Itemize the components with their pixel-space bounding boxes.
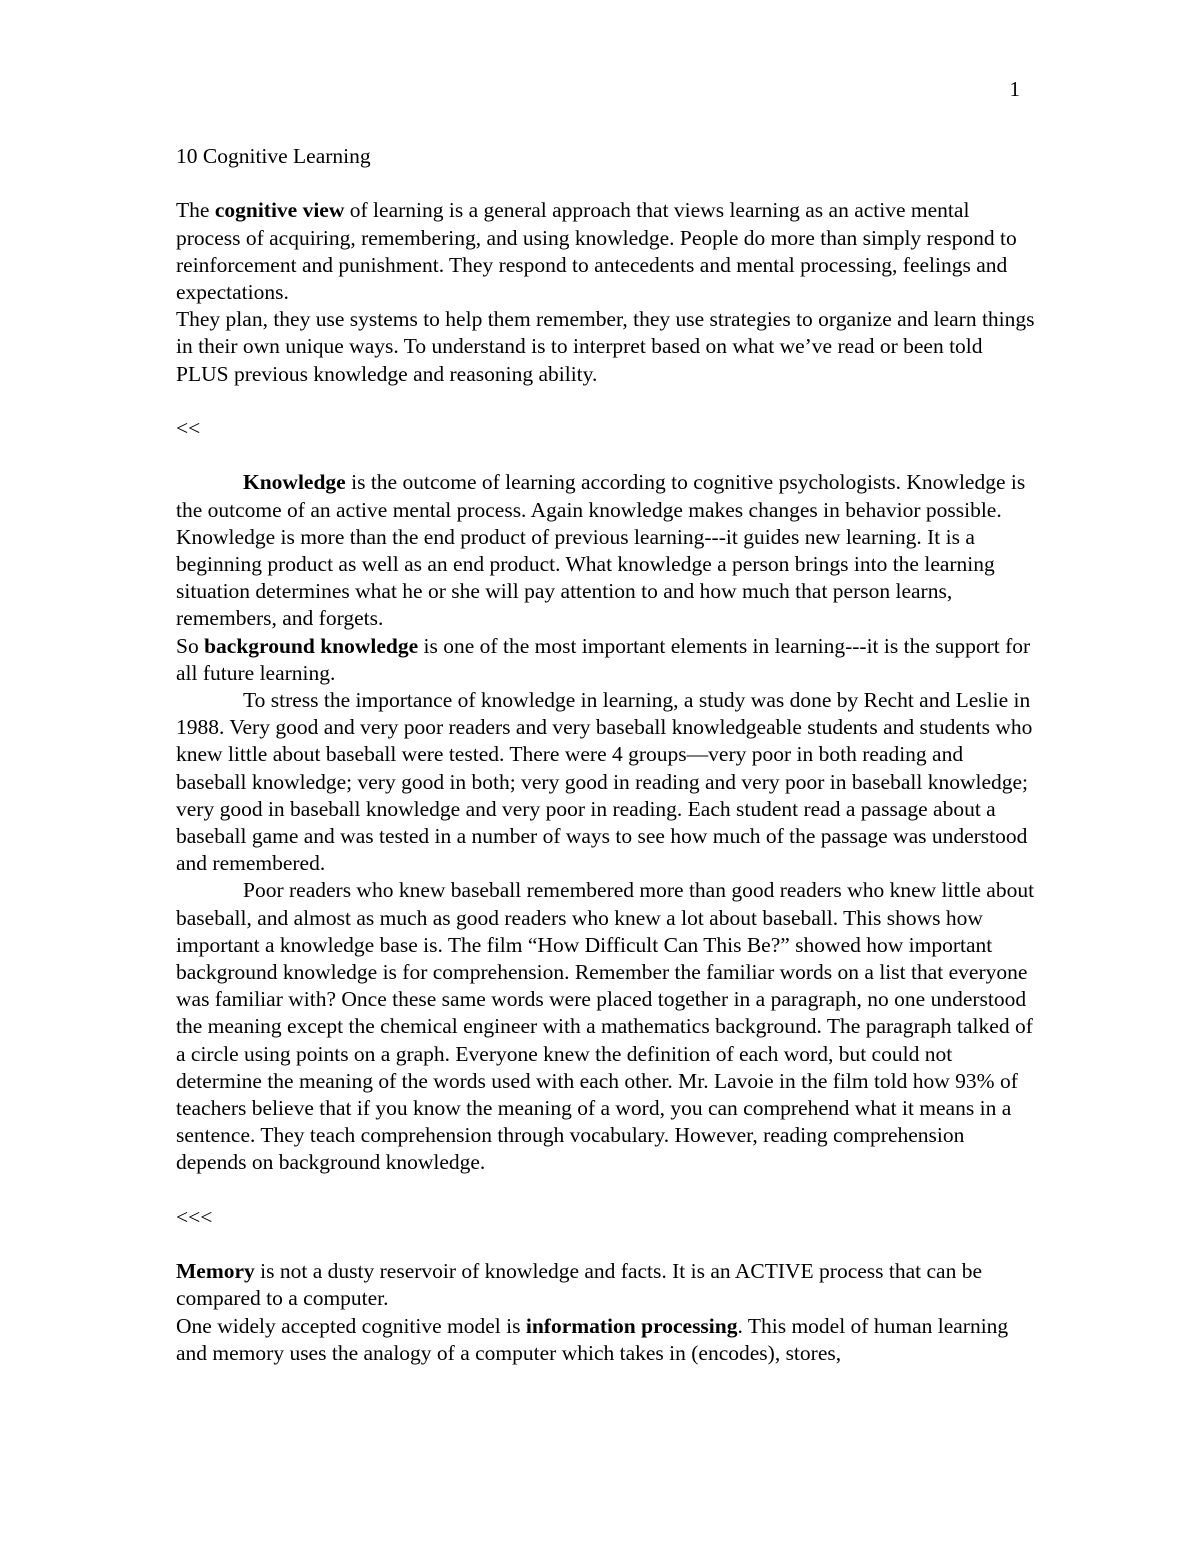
text-lead: One widely accepted cognitive model is (176, 1313, 526, 1338)
section-heading: 10 Cognitive Learning (176, 144, 371, 168)
paragraph-background-knowledge (176, 633, 1036, 687)
section-marker: << (176, 416, 201, 440)
paragraph-memory (176, 1258, 1036, 1312)
page-number: 1 (1009, 77, 1020, 101)
text-lead: So (176, 633, 205, 658)
paragraph-knowledge (176, 469, 1036, 632)
paragraph-study: To stress the importance of knowledge in learning, a study was done by Recht and Leslie in 1988. Very good and very poor readers and very baseball knowledgeable students and students who knew little about baseball were tested. There were 4 groups—very poor in both reading and baseball knowledge; very good in both; very good in reading and very poor in baseball knowledge; very good in baseball knowledge and very poor in reading. Each student read a passage about a baseball game and was tested in a number of ways to see how much of the passage was understood and remembered. (176, 688, 1033, 876)
term-information-processing: information processing (525, 1313, 738, 1338)
section-marker: <<< (176, 1204, 213, 1229)
text-rest: is not a dusty reservoir of knowledge and facts. It is an ACTIVE process that can be compared to a computer. (176, 1259, 983, 1311)
paragraph-results: Poor readers who knew baseball remembered more than good readers who knew little about baseball, and almost as much as good readers who knew a lot about baseball. This shows how important a knowledge base is. The film “How Difficult Can This Be?” showed how important background knowledge is for comprehension. Remember the familiar words on a list that everyone was familiar with? Once these same words were placed together in a paragraph, no one understood the meaning except the chemical engineer with a mathematics background. The paragraph talked of a circle using points on a graph. Everyone knew the definition of each word, but could not determine the meaning of the words used with each other. Mr. Lavoie in the film told how 93% of teachers believe that if you know the meaning of a word, you can comprehend what it means in a sentence. They teach comprehension through vocabulary. However, reading comprehension depends on background knowledge. (176, 878, 1035, 1175)
paragraph-cognitive-view (176, 197, 1036, 306)
text-rest: is the outcome of learning according to cognitive psychologists. Knowledge is the outcome of an active mental process. Again knowledge makes changes in behavior possible. Knowledge is more than the end product of previous learning---it guides new learning. It is a beginning product as well as an end product. What knowledge a person brings into the learning situation determines what he or she will pay attention to and how much that person learns, remembers, and forgets. (176, 470, 1026, 631)
paragraph-information-processing (176, 1313, 1036, 1367)
term-cognitive-view: cognitive view (214, 198, 345, 223)
document-body (176, 143, 1036, 1367)
term-memory: Memory (176, 1259, 255, 1284)
term-knowledge: Knowledge (243, 470, 346, 495)
text-lead: The (176, 198, 215, 223)
text-rest: . This model of human learning and memory uses the analogy of a computer which takes in (encodes), stores, (176, 1313, 1009, 1365)
paragraph-plan: They plan, they use systems to help them remember, they use strategies to organize and learn things in their own unique ways. To understand is to interpret based on what we’ve read or been told PLUS previous knowledge and reasoning ability. (176, 307, 1035, 386)
text-rest: is one of the most important elements in learning---it is the support for all future learning. (176, 633, 1031, 685)
text-rest: of learning is a general approach that views learning as an active mental process of acquiring, remembering, and using knowledge. People do more than simply respond to reinforcement and punishment. They respond to antecedents and mental processing, feelings and expectations. (176, 198, 1017, 304)
term-background-knowledge: background knowledge (204, 633, 419, 658)
